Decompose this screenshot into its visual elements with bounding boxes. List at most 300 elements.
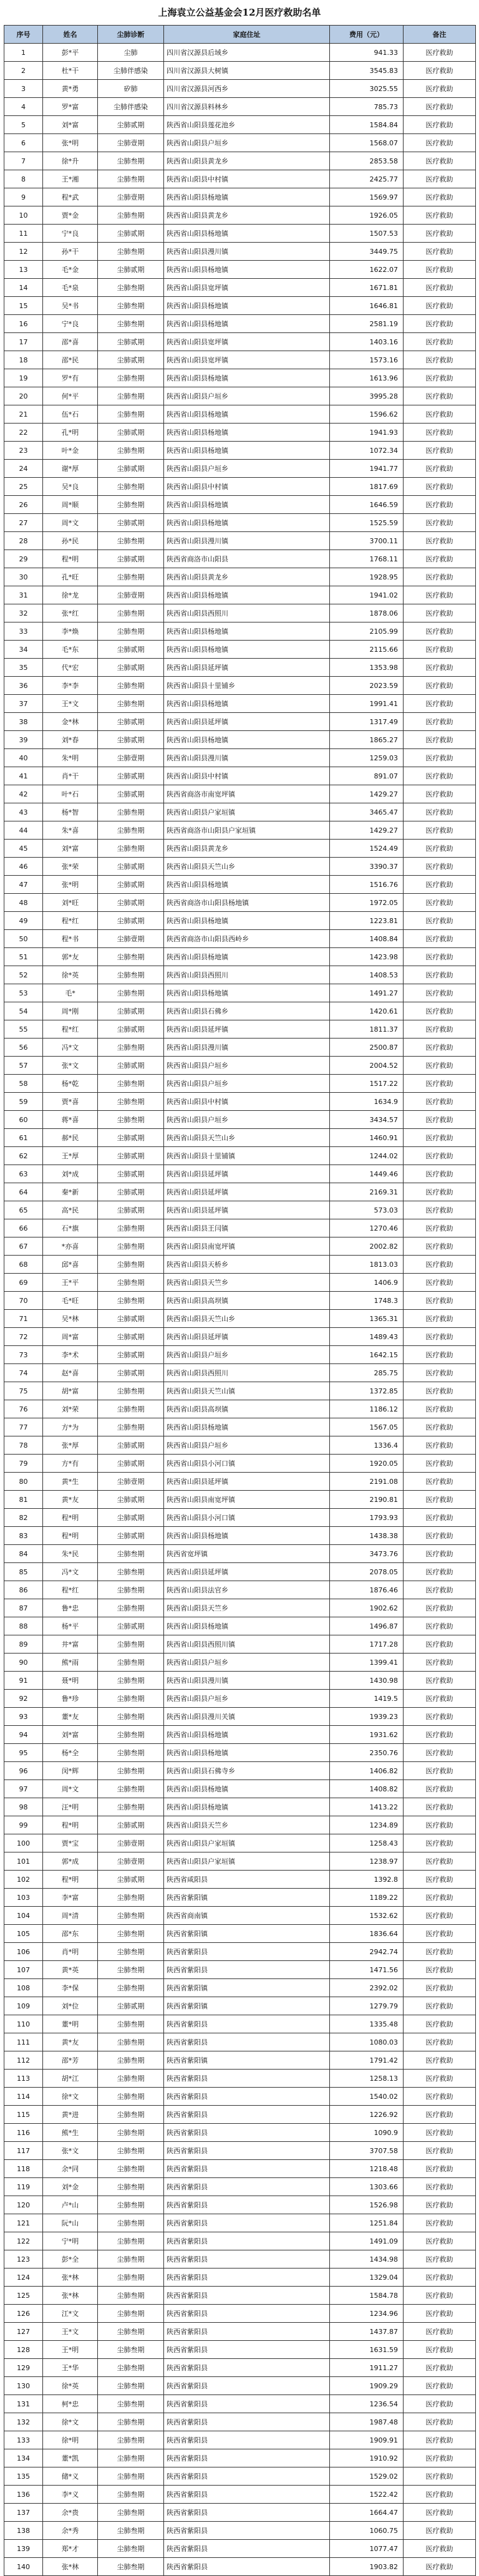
cell-index: 57	[4, 1057, 43, 1075]
table-row	[4, 405, 476, 424]
cell-index: 47	[4, 876, 43, 894]
cell-diagnosis: 尘肺叁期	[98, 2196, 164, 2214]
cell-index: 106	[4, 1943, 43, 1961]
cell-name: 储*义	[43, 2467, 98, 2486]
cell-note: 医疗救助	[404, 2486, 476, 2504]
cell-address: 陕西省紫阳县	[164, 2015, 330, 2033]
cell-note: 医疗救助	[404, 1527, 476, 1545]
cell-fee: 1987.48	[330, 2413, 404, 2431]
cell-address: 陕西省宽坪镇	[164, 1545, 330, 1563]
cell-note: 医疗救助	[404, 2214, 476, 2232]
cell-diagnosis: 尘肺壹期	[98, 930, 164, 948]
cell-note: 医疗救助	[404, 948, 476, 966]
cell-note: 医疗救助	[404, 2269, 476, 2287]
cell-index: 70	[4, 1292, 43, 1310]
table-row	[4, 2305, 476, 2323]
cell-diagnosis: 尘肺叁期	[98, 1961, 164, 1979]
cell-address: 陕西省山阳县延坪镇	[164, 713, 330, 731]
table-row	[4, 1201, 476, 1219]
cell-fee: 1189.22	[330, 1889, 404, 1907]
cell-note: 医疗救助	[404, 1581, 476, 1599]
cell-fee: 1270.46	[330, 1219, 404, 1237]
cell-address: 陕西省山阳县天竺乡	[164, 1816, 330, 1834]
cell-name: 刘*位	[43, 1997, 98, 2015]
cell-diagnosis: 尘肺贰期	[98, 1871, 164, 1889]
cell-fee: 1507.53	[330, 225, 404, 243]
cell-index: 138	[4, 2522, 43, 2540]
cell-index: 56	[4, 1039, 43, 1057]
cell-fee: 1186.12	[330, 1400, 404, 1418]
cell-diagnosis: 尘肺叁期	[98, 2504, 164, 2522]
cell-fee: 1060.75	[330, 2522, 404, 2540]
cell-name: 李*富	[43, 1889, 98, 1907]
table-row	[4, 1545, 476, 1563]
table-row	[4, 1635, 476, 1654]
cell-note: 医疗救助	[404, 659, 476, 677]
cell-note: 医疗救助	[404, 1292, 476, 1310]
cell-name: 叶*金	[43, 442, 98, 460]
table-row	[4, 1400, 476, 1418]
cell-index: 4	[4, 98, 43, 116]
cell-address: 陕西省山阳县漫川关镇	[164, 1708, 330, 1726]
cell-address: 陕西省紫阳县	[164, 2106, 330, 2124]
table-row	[4, 496, 476, 514]
cell-note: 医疗救助	[404, 496, 476, 514]
cell-fee: 1317.49	[330, 713, 404, 731]
cell-note: 医疗救助	[404, 1672, 476, 1690]
cell-index: 23	[4, 442, 43, 460]
cell-name: 汪*明	[43, 1798, 98, 1816]
cell-note: 医疗救助	[404, 1075, 476, 1093]
cell-note: 医疗救助	[404, 225, 476, 243]
cell-fee: 1876.46	[330, 1581, 404, 1599]
table-row	[4, 1057, 476, 1075]
table-row	[4, 1907, 476, 1925]
table-row	[4, 1780, 476, 1798]
cell-name: 毛*旺	[43, 1292, 98, 1310]
table-row	[4, 1147, 476, 1165]
cell-address: 陕西省山阳县杨地镇	[164, 514, 330, 532]
cell-index: 123	[4, 2250, 43, 2269]
cell-address: 四川省汉源县大树镇	[164, 62, 330, 80]
cell-fee: 2942.74	[330, 1943, 404, 1961]
cell-note: 医疗救助	[404, 1780, 476, 1798]
cell-fee: 1471.56	[330, 1961, 404, 1979]
cell-fee: 1717.28	[330, 1635, 404, 1654]
cell-name: 蒋*喜	[43, 1111, 98, 1129]
cell-address: 陕西省紫阳县	[164, 2196, 330, 2214]
cell-fee: 1926.05	[330, 206, 404, 225]
cell-fee: 1903.82	[330, 2558, 404, 2576]
cell-diagnosis: 尘肺叁期	[98, 2160, 164, 2178]
cell-note: 医疗救助	[404, 1346, 476, 1364]
cell-fee: 1491.27	[330, 984, 404, 1002]
cell-address: 陕西省山阳县中村镇	[164, 767, 330, 785]
cell-fee: 1568.07	[330, 134, 404, 152]
cell-diagnosis: 尘肺伴感染	[98, 62, 164, 80]
header-name: 姓名	[43, 26, 98, 44]
cell-name: 贾*喜	[43, 1093, 98, 1111]
table-row	[4, 1852, 476, 1871]
cell-name: 程*红	[43, 1020, 98, 1039]
cell-fee: 1438.38	[330, 1527, 404, 1545]
cell-diagnosis: 尘肺壹期	[98, 586, 164, 604]
cell-name: 柯*忠	[43, 2395, 98, 2413]
cell-note: 医疗救助	[404, 1509, 476, 1527]
cell-fee: 1613.96	[330, 369, 404, 387]
table-row	[4, 2431, 476, 2449]
cell-diagnosis: 尘肺叁期	[98, 1690, 164, 1708]
cell-diagnosis: 矽肺	[98, 80, 164, 98]
cell-fee: 941.33	[330, 44, 404, 62]
table-row	[4, 1563, 476, 1581]
cell-index: 87	[4, 1599, 43, 1617]
cell-name: 张*厚	[43, 1436, 98, 1455]
table-row	[4, 116, 476, 134]
cell-name: 邵*东	[43, 1925, 98, 1943]
cell-note: 医疗救助	[404, 1871, 476, 1889]
cell-name: 刘*荣	[43, 1400, 98, 1418]
table-row	[4, 2232, 476, 2250]
table-row	[4, 550, 476, 568]
cell-index: 19	[4, 369, 43, 387]
cell-name: 李*李	[43, 677, 98, 695]
cell-diagnosis: 尘肺叁期	[98, 405, 164, 424]
cell-name: 杨*乾	[43, 1075, 98, 1093]
cell-address: 陕西省山阳县黄龙乡	[164, 152, 330, 170]
cell-address: 陕西省山阳县宽坪镇	[164, 351, 330, 369]
cell-fee: 1413.22	[330, 1798, 404, 1816]
cell-fee: 1646.81	[330, 297, 404, 315]
cell-fee: 1392.8	[330, 1871, 404, 1889]
cell-address: 陕西省山阳县杨地镇	[164, 586, 330, 604]
table-row	[4, 2540, 476, 2558]
cell-diagnosis: 尘肺叁期	[98, 2377, 164, 2395]
cell-diagnosis: 尘肺叁期	[98, 297, 164, 315]
cell-index: 90	[4, 1654, 43, 1672]
cell-note: 医疗救助	[404, 1816, 476, 1834]
cell-fee: 1258.13	[330, 2070, 404, 2088]
cell-index: 134	[4, 2449, 43, 2467]
cell-note: 医疗救助	[404, 188, 476, 206]
cell-diagnosis: 尘肺叁期	[98, 840, 164, 858]
cell-index: 140	[4, 2558, 43, 2576]
cell-fee: 1491.09	[330, 2232, 404, 2250]
cell-name: 金*林	[43, 713, 98, 731]
cell-address: 陕西省山阳县西照川	[164, 604, 330, 622]
cell-name: 孔*旺	[43, 568, 98, 586]
table-row	[4, 1002, 476, 1020]
cell-note: 医疗救助	[404, 731, 476, 749]
cell-diagnosis: 尘肺叁期	[98, 1256, 164, 1274]
cell-note: 医疗救助	[404, 152, 476, 170]
cell-index: 25	[4, 478, 43, 496]
cell-index: 42	[4, 785, 43, 803]
cell-fee: 1793.93	[330, 1509, 404, 1527]
table-row	[4, 514, 476, 532]
cell-diagnosis: 尘肺叁期	[98, 2232, 164, 2250]
cell-note: 医疗救助	[404, 1473, 476, 1491]
table-row	[4, 1961, 476, 1979]
cell-address: 陕西省山阳县十里铺镇	[164, 1147, 330, 1165]
cell-name: 郭*友	[43, 948, 98, 966]
cell-address: 陕西省山阳县王闫镇	[164, 1219, 330, 1237]
cell-note: 医疗救助	[404, 966, 476, 984]
cell-fee: 2581.19	[330, 315, 404, 333]
cell-address: 陕西省山阳县漫川镇	[164, 1672, 330, 1690]
cell-diagnosis: 尘肺贰期	[98, 1527, 164, 1545]
cell-index: 53	[4, 984, 43, 1002]
cell-note: 医疗救助	[404, 2070, 476, 2088]
cell-diagnosis: 尘肺叁期	[98, 1925, 164, 1943]
cell-note: 医疗救助	[404, 369, 476, 387]
table-row	[4, 1237, 476, 1256]
cell-note: 医疗救助	[404, 2504, 476, 2522]
cell-address: 陕西省山阳县杨地镇	[164, 641, 330, 659]
cell-diagnosis: 尘肺叁期	[98, 1979, 164, 1997]
cell-index: 38	[4, 713, 43, 731]
table-row	[4, 2323, 476, 2341]
table-row	[4, 1654, 476, 1672]
table-row	[4, 1274, 476, 1292]
cell-address: 陕西省山阳县十里铺乡	[164, 677, 330, 695]
table-row	[4, 803, 476, 821]
cell-index: 114	[4, 2088, 43, 2106]
cell-name: 程*书	[43, 930, 98, 948]
cell-address: 陕西省山阳县天竺乡	[164, 1599, 330, 1617]
cell-diagnosis: 尘肺贰期	[98, 767, 164, 785]
cell-name: 江*文	[43, 2305, 98, 2323]
cell-index: 54	[4, 1002, 43, 1020]
table-row	[4, 1346, 476, 1364]
table-row	[4, 387, 476, 405]
cell-index: 69	[4, 1274, 43, 1292]
table-row	[4, 659, 476, 677]
cell-note: 医疗救助	[404, 695, 476, 713]
table-row	[4, 1256, 476, 1274]
cell-fee: 1939.23	[330, 1708, 404, 1726]
cell-note: 医疗救助	[404, 2359, 476, 2377]
table-row	[4, 2395, 476, 2413]
table-row	[4, 695, 476, 713]
cell-note: 医疗救助	[404, 1020, 476, 1039]
cell-diagnosis: 尘肺叁期	[98, 2088, 164, 2106]
cell-name: 张*荣	[43, 858, 98, 876]
cell-fee: 1646.59	[330, 496, 404, 514]
cell-diagnosis: 尘肺贰期	[98, 659, 164, 677]
cell-fee: 3390.37	[330, 858, 404, 876]
table-row	[4, 1292, 476, 1310]
cell-index: 3	[4, 80, 43, 98]
cell-index: 130	[4, 2377, 43, 2395]
cell-address: 陕西省山阳县中村镇	[164, 170, 330, 188]
table-row	[4, 170, 476, 188]
table-row	[4, 2287, 476, 2305]
cell-note: 医疗救助	[404, 1599, 476, 1617]
table-row	[4, 1509, 476, 1527]
cell-note: 医疗救助	[404, 2033, 476, 2051]
cell-note: 医疗救助	[404, 387, 476, 405]
cell-address: 陕西省山阳县延坪镇	[164, 1165, 330, 1183]
cell-name: 王*厚	[43, 1147, 98, 1165]
cell-index: 126	[4, 2305, 43, 2323]
cell-index: 16	[4, 315, 43, 333]
cell-fee: 1460.91	[330, 1129, 404, 1147]
cell-diagnosis: 尘肺叁期	[98, 1093, 164, 1111]
cell-fee: 3700.11	[330, 532, 404, 550]
cell-address: 陕西省咸阳县	[164, 1871, 330, 1889]
cell-diagnosis: 尘肺叁期	[98, 2341, 164, 2359]
cell-address: 陕西省紫阳县	[164, 2070, 330, 2088]
cell-fee: 1244.02	[330, 1147, 404, 1165]
cell-diagnosis: 尘肺叁期	[98, 2178, 164, 2196]
cell-fee: 1910.92	[330, 2449, 404, 2467]
cell-index: 103	[4, 1889, 43, 1907]
cell-address: 陕西省紫阳县	[164, 2250, 330, 2269]
cell-name: 黄*生	[43, 1473, 98, 1491]
cell-note: 医疗救助	[404, 2124, 476, 2142]
cell-fee: 1329.04	[330, 2269, 404, 2287]
cell-diagnosis: 尘肺贰期	[98, 785, 164, 803]
cell-name: 刘*金	[43, 2178, 98, 2196]
cell-note: 医疗救助	[404, 785, 476, 803]
cell-diagnosis: 尘肺贰期	[98, 460, 164, 478]
cell-note: 医疗救助	[404, 2160, 476, 2178]
cell-name: 徐*英	[43, 966, 98, 984]
cell-index: 65	[4, 1201, 43, 1219]
cell-name: 董*凯	[43, 2449, 98, 2467]
table-row	[4, 2341, 476, 2359]
cell-address: 陕西省山阳县天竺山乡	[164, 1310, 330, 1328]
cell-address: 陕西省山阳县漫川镇	[164, 749, 330, 767]
cell-address: 陕西省山阳县杨地镇	[164, 876, 330, 894]
cell-index: 80	[4, 1473, 43, 1491]
cell-fee: 1529.02	[330, 2467, 404, 2486]
cell-diagnosis: 尘肺叁期	[98, 2486, 164, 2504]
table-row	[4, 1798, 476, 1816]
cell-name: 冯*文	[43, 1563, 98, 1581]
cell-index: 132	[4, 2413, 43, 2431]
cell-name: 程*明	[43, 550, 98, 568]
cell-address: 陕西省紫阳县	[164, 2341, 330, 2359]
cell-address: 陕西省紫阳镇	[164, 1925, 330, 1943]
cell-index: 26	[4, 496, 43, 514]
cell-name: 程*明	[43, 1509, 98, 1527]
table-row	[4, 1219, 476, 1237]
cell-fee: 2392.02	[330, 1979, 404, 1997]
cell-name: 周*文	[43, 1780, 98, 1798]
cell-address: 四川省汉源县料林乡	[164, 98, 330, 116]
cell-diagnosis: 尘肺叁期	[98, 2558, 164, 2576]
cell-index: 94	[4, 1726, 43, 1744]
table-row	[4, 1672, 476, 1690]
table-row	[4, 2070, 476, 2088]
cell-note: 医疗救助	[404, 1726, 476, 1744]
cell-index: 1	[4, 44, 43, 62]
cell-name: 张*明	[43, 876, 98, 894]
cell-fee: 1911.27	[330, 2359, 404, 2377]
cell-name: 朱*明	[43, 749, 98, 767]
cell-index: 96	[4, 1762, 43, 1780]
document-title: 上海袁立公益基金会12月医疗救助名单	[158, 7, 321, 18]
table-row	[4, 984, 476, 1002]
cell-index: 64	[4, 1183, 43, 1201]
cell-name: 刘*春	[43, 731, 98, 749]
cell-address: 陕西省山阳县户家垣镇	[164, 1834, 330, 1852]
cell-name: 伍*石	[43, 405, 98, 424]
cell-name: 黄*英	[43, 1961, 98, 1979]
cell-address: 四川省汉源县后域乡	[164, 44, 330, 62]
cell-name: 叶*石	[43, 785, 98, 803]
cell-note: 医疗救助	[404, 2305, 476, 2323]
cell-address: 陕西省紫阳县	[164, 2178, 330, 2196]
cell-note: 医疗救助	[404, 116, 476, 134]
table-row	[4, 1382, 476, 1400]
cell-index: 33	[4, 622, 43, 641]
cell-note: 医疗救助	[404, 2142, 476, 2160]
cell-diagnosis: 尘肺叁期	[98, 1798, 164, 1816]
cell-diagnosis: 尘肺贰期	[98, 876, 164, 894]
cell-fee: 1408.53	[330, 966, 404, 984]
cell-diagnosis: 尘肺壹期	[98, 1852, 164, 1871]
cell-index: 139	[4, 2540, 43, 2558]
table-row	[4, 1436, 476, 1455]
cell-name: 杨*平	[43, 1617, 98, 1635]
cell-note: 医疗救助	[404, 749, 476, 767]
cell-diagnosis: 尘肺贰期	[98, 1455, 164, 1473]
cell-diagnosis: 尘肺叁期	[98, 2413, 164, 2431]
table-row	[4, 315, 476, 333]
cell-diagnosis: 尘肺叁期	[98, 2142, 164, 2160]
cell-address: 陕西省山阳县杨地镇	[164, 622, 330, 641]
cell-name: 周*文	[43, 514, 98, 532]
cell-diagnosis: 尘肺贰期	[98, 1147, 164, 1165]
table-row	[4, 1871, 476, 1889]
table-row	[4, 1997, 476, 2015]
cell-index: 98	[4, 1798, 43, 1816]
cell-index: 116	[4, 2124, 43, 2142]
cell-fee: 1072.34	[330, 442, 404, 460]
cell-address: 陕西省山阳县杨地镇	[164, 1527, 330, 1545]
cell-fee: 1631.59	[330, 2341, 404, 2359]
cell-diagnosis: 尘肺叁期	[98, 496, 164, 514]
cell-fee: 1664.47	[330, 2504, 404, 2522]
cell-index: 95	[4, 1744, 43, 1762]
cell-note: 医疗救助	[404, 803, 476, 821]
cell-name: 王*平	[43, 1274, 98, 1292]
cell-index: 2	[4, 62, 43, 80]
cell-fee: 1279.79	[330, 1997, 404, 2015]
cell-address: 陕西省山阳县天竺乡	[164, 1274, 330, 1292]
cell-note: 医疗救助	[404, 604, 476, 622]
cell-note: 医疗救助	[404, 1418, 476, 1436]
cell-address: 陕西省山阳县杨地镇	[164, 731, 330, 749]
cell-name: 方*为	[43, 1418, 98, 1436]
table-row	[4, 677, 476, 695]
table-row	[4, 731, 476, 749]
cell-note: 医疗救助	[404, 351, 476, 369]
cell-index: 36	[4, 677, 43, 695]
cell-diagnosis: 尘肺贰期	[98, 858, 164, 876]
cell-fee: 1429.27	[330, 785, 404, 803]
table-row	[4, 2269, 476, 2287]
cell-address: 陕西省山阳县杨地镇	[164, 695, 330, 713]
cell-index: 82	[4, 1509, 43, 1527]
cell-index: 27	[4, 514, 43, 532]
table-row	[4, 713, 476, 731]
cell-address: 陕西省山阳县杨地镇	[164, 1780, 330, 1798]
cell-fee: 1865.27	[330, 731, 404, 749]
